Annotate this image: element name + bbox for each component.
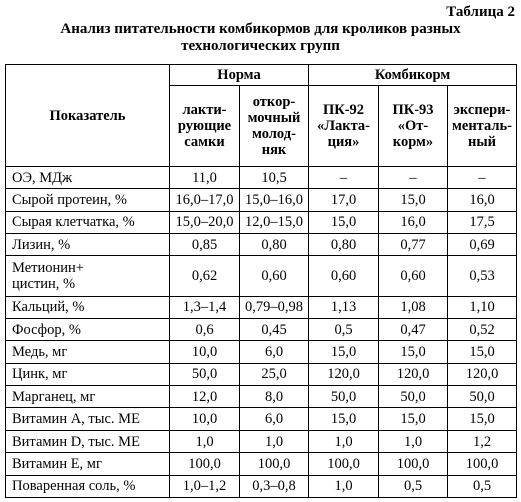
column-header — [240, 86, 309, 167]
caption-line: технологических групп — [181, 38, 340, 54]
table-cell: 1,08 — [379, 296, 448, 318]
row-label — [6, 256, 170, 296]
row-label-line: Фосфор, % — [12, 321, 81, 338]
table-cell: 15,0 — [309, 341, 379, 363]
table-cell: 0,5 — [379, 475, 448, 497]
table-cell: 15,0–16,0 — [240, 189, 309, 211]
table-cell: 0,45 — [240, 319, 309, 341]
row-label — [6, 408, 170, 430]
table-row — [6, 341, 517, 363]
table-row — [6, 234, 517, 256]
table-row — [6, 408, 517, 430]
table-cell: 15,0–20,0 — [170, 211, 240, 233]
table-cell: 0,77 — [379, 234, 448, 256]
table-cell: 0,62 — [170, 256, 240, 296]
column-header-line: менталь- — [452, 118, 512, 134]
row-label-line: Витамин А, тыс. МЕ — [12, 411, 140, 428]
column-header-line: самки — [184, 134, 225, 150]
table-cell: 0,69 — [448, 234, 517, 256]
table-cell: 16,0 — [379, 211, 448, 233]
table-row — [6, 211, 517, 233]
column-header-line: корм» — [392, 134, 434, 150]
nutrition-table — [5, 64, 517, 498]
table-row — [6, 319, 517, 341]
table-cell: 1,0–1,2 — [170, 475, 240, 497]
row-label — [6, 167, 170, 189]
table-cell: – — [309, 167, 379, 189]
table-cell: 100,0 — [309, 453, 379, 475]
row-label — [6, 319, 170, 341]
table-cell: 15,0 — [379, 408, 448, 430]
table-cell: 120,0 — [309, 363, 379, 385]
table-row — [6, 256, 517, 296]
table-row — [6, 453, 517, 475]
table-cell: 1,13 — [309, 296, 379, 318]
table-cell: 0,3–0,8 — [240, 475, 309, 497]
table-cell: 15,0 — [379, 189, 448, 211]
column-header — [170, 86, 240, 167]
table-row — [6, 296, 517, 318]
table-cell: 15,0 — [309, 211, 379, 233]
row-label-line: Цинк, мг — [12, 366, 68, 383]
table-cell: 1,0 — [170, 430, 240, 452]
table-cell: 100,0 — [240, 453, 309, 475]
table-cell: 120,0 — [379, 363, 448, 385]
table-cell: 0,60 — [240, 256, 309, 296]
table-cell: 6,0 — [240, 408, 309, 430]
column-header — [379, 86, 448, 167]
row-label — [6, 386, 170, 408]
table-cell: 17,0 — [309, 189, 379, 211]
table-cell: 15,0 — [448, 341, 517, 363]
row-label-line: ОЭ, МДж — [12, 169, 73, 186]
row-label-line: Витамин Е, мг — [12, 455, 102, 472]
caption-line: Анализ питательности комбикормов для кроликов разных — [60, 21, 461, 37]
table-caption — [0, 21, 521, 55]
table-row — [6, 363, 517, 385]
row-label-line: цистин, % — [12, 276, 76, 293]
table-cell: 1,2 — [448, 430, 517, 452]
table-cell: 0,79–0,98 — [240, 296, 309, 318]
table-cell: 16,0 — [448, 189, 517, 211]
row-label — [6, 363, 170, 385]
table-cell: 10,0 — [170, 408, 240, 430]
row-label-line: Лизин, % — [12, 236, 71, 253]
row-label — [6, 296, 170, 318]
table-cell: 0,80 — [240, 234, 309, 256]
table-cell: 100,0 — [379, 453, 448, 475]
header-norm-group: Норма — [170, 65, 309, 86]
table-cell: 0,5 — [448, 475, 517, 497]
row-label — [6, 211, 170, 233]
table-cell: 15,0 — [448, 408, 517, 430]
table-cell: 50,0 — [309, 386, 379, 408]
table-row — [6, 430, 517, 452]
table-cell: 1,0 — [379, 430, 448, 452]
column-header-line: ный — [467, 134, 497, 150]
row-label-line: Кальций, % — [12, 299, 85, 316]
column-header-line: ПК-93 — [392, 102, 434, 118]
column-header-line: экспери- — [453, 102, 511, 118]
table-cell: 15,0 — [309, 408, 379, 430]
table-cell: 0,85 — [170, 234, 240, 256]
table-cell: 100,0 — [448, 453, 517, 475]
row-label — [6, 189, 170, 211]
column-header-line: лакти- — [182, 102, 227, 118]
row-label-line: Метионин+ — [12, 260, 84, 277]
column-header-line: рующие — [177, 118, 232, 134]
table-row — [6, 167, 517, 189]
column-header-line: мочный — [247, 110, 301, 126]
column-header-line: ПК-92 — [322, 102, 365, 118]
table-cell: 1,0 — [240, 430, 309, 452]
row-label — [6, 453, 170, 475]
column-header-line: «Лакта- — [316, 118, 371, 134]
row-label — [6, 234, 170, 256]
table-cell: 0,60 — [379, 256, 448, 296]
table-cell: 15,0 — [379, 341, 448, 363]
table-cell: 50,0 — [379, 386, 448, 408]
table-cell: 0,6 — [170, 319, 240, 341]
table-cell: 1,0 — [309, 430, 379, 452]
column-header-line: «От- — [397, 118, 429, 134]
table-row — [6, 189, 517, 211]
table-cell: 50,0 — [448, 386, 517, 408]
table-cell: 10,0 — [170, 341, 240, 363]
header-feed-group: Комбикорм — [309, 65, 517, 86]
column-header-line: няк — [261, 142, 287, 158]
table-cell: 0,53 — [448, 256, 517, 296]
column-header-line: молод- — [252, 126, 296, 142]
table-cell: 10,5 — [240, 167, 309, 189]
column-header-line: откор- — [252, 94, 296, 110]
row-label — [6, 341, 170, 363]
row-label-line: Марганец, мг — [12, 388, 96, 405]
row-label-line: Сырой протеин, % — [12, 192, 127, 209]
table-cell: 17,5 — [448, 211, 517, 233]
column-header — [309, 86, 379, 167]
table-cell: 0,60 — [309, 256, 379, 296]
table-cell: 1,10 — [448, 296, 517, 318]
row-label-line: Медь, мг — [12, 344, 68, 361]
table-cell: 12,0 — [170, 386, 240, 408]
header-indicator: Показатель — [6, 65, 170, 167]
table-cell: 11,0 — [170, 167, 240, 189]
table-cell: 25,0 — [240, 363, 309, 385]
column-header — [448, 86, 517, 167]
table-cell: – — [379, 167, 448, 189]
row-label — [6, 475, 170, 497]
table-cell: – — [448, 167, 517, 189]
table-cell: 12,0–15,0 — [240, 211, 309, 233]
table-cell: 6,0 — [240, 341, 309, 363]
row-label-line: Поваренная соль, % — [12, 478, 136, 495]
table-cell: 0,52 — [448, 319, 517, 341]
table-cell: 8,0 — [240, 386, 309, 408]
table-cell: 1,3–1,4 — [170, 296, 240, 318]
table-row — [6, 386, 517, 408]
table-cell: 120,0 — [448, 363, 517, 385]
table-number: Таблица 2 — [446, 4, 515, 20]
table-cell: 1,0 — [309, 475, 379, 497]
table-cell: 0,80 — [309, 234, 379, 256]
row-label — [6, 430, 170, 452]
row-label-line: Сырая клетчатка, % — [12, 214, 135, 231]
column-header-line: ция» — [327, 134, 360, 150]
table-row — [6, 475, 517, 497]
table-cell: 50,0 — [170, 363, 240, 385]
table-cell: 0,5 — [309, 319, 379, 341]
row-label-line: Витамин D, тыс. МЕ — [12, 433, 140, 450]
table-cell: 100,0 — [170, 453, 240, 475]
table-cell: 0,47 — [379, 319, 448, 341]
table-cell: 16,0–17,0 — [170, 189, 240, 211]
